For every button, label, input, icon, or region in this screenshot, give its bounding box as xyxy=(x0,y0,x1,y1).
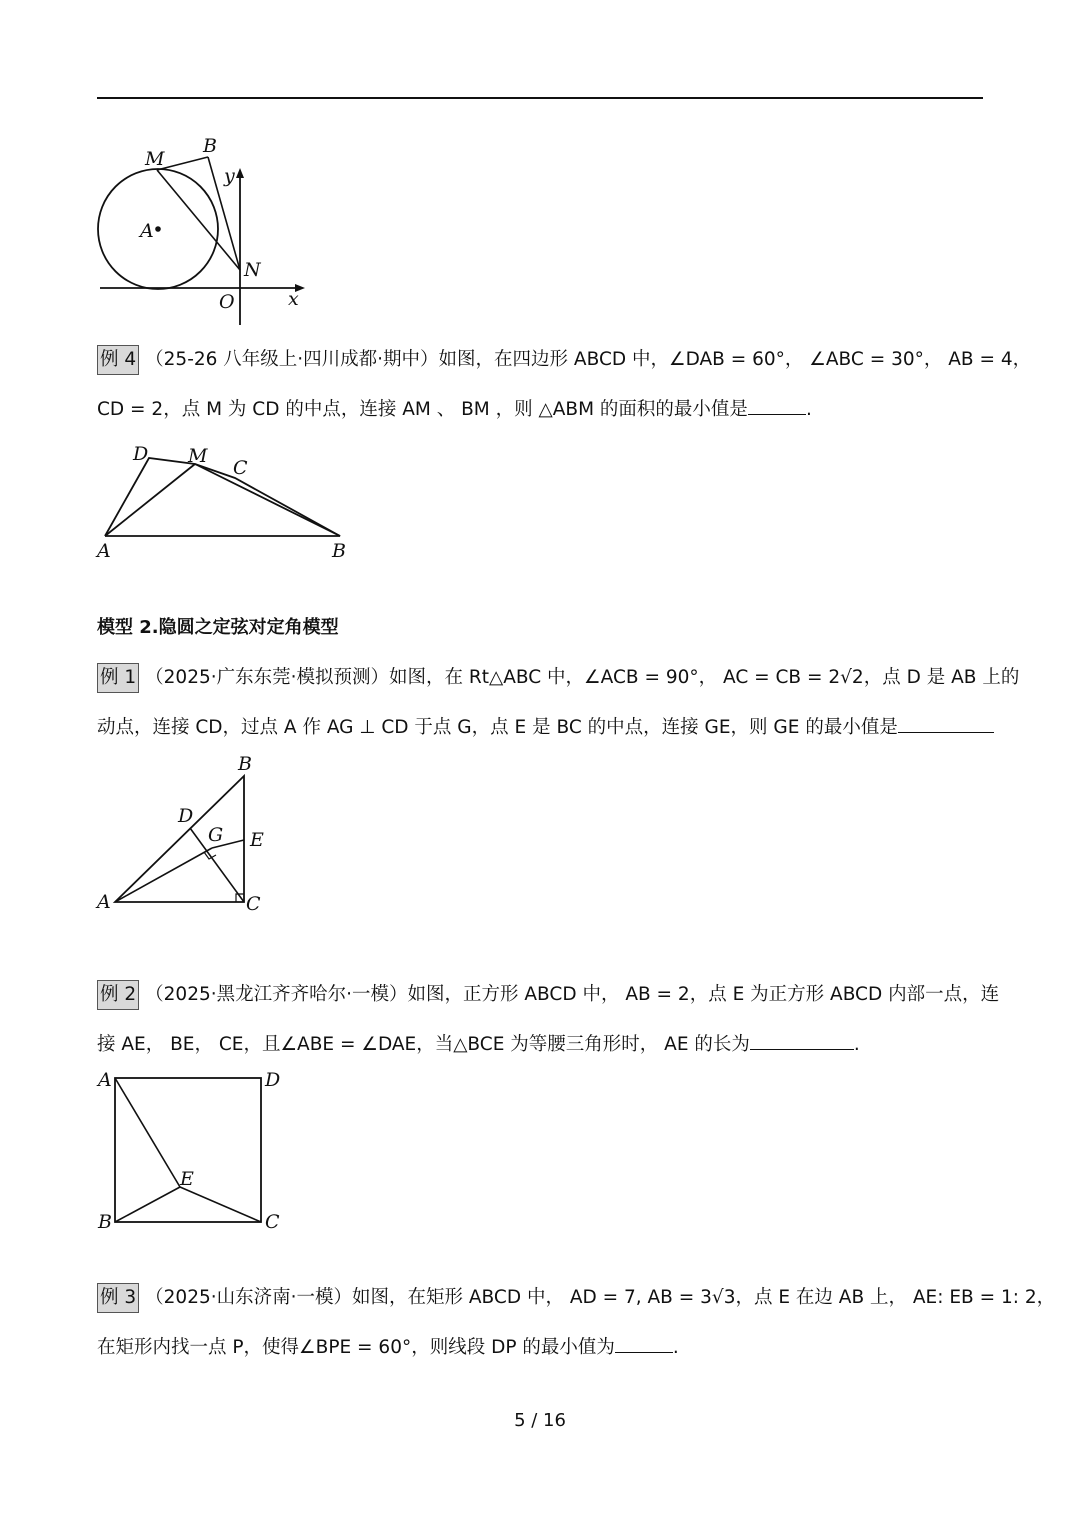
ex3-period: . xyxy=(672,1337,679,1358)
ex1-tag: 例 1 xyxy=(97,663,139,693)
fig4-label-d: D xyxy=(265,1069,281,1091)
fig3-label-g: G xyxy=(208,824,224,846)
ex3-text1: （2025·山东济南·一模）如图，在矩形 ABCD 中， AD = 7, AB = 3√3，点 E 在边 AB 上， AE: EB = 1: 2， xyxy=(145,1287,1056,1308)
ex2-line2 xyxy=(97,1031,983,1059)
ex1-text1: （2025·广东东莞·模拟预测）如图，在 Rt△ABC 中，∠ACB = 90°， AC = CB = 2√2，点 D 是 AB 上的 xyxy=(145,667,1020,688)
ex3-tag: 例 3 xyxy=(97,1283,139,1313)
fig3-label-d: D xyxy=(178,805,194,827)
fig1-label-x: x xyxy=(288,288,299,310)
ex4-tag: 例 4 xyxy=(97,345,139,375)
fig3-label-c: C xyxy=(246,893,261,915)
ex4-line1 xyxy=(97,345,1032,375)
fig4-label-b: B xyxy=(98,1211,112,1232)
fig2-label-d: D xyxy=(133,443,149,465)
fig4-label-e: E xyxy=(180,1168,194,1190)
ex2-tag: 例 2 xyxy=(97,980,139,1010)
section-heading: 模型 2.隐圆之定弦对定角模型 xyxy=(97,617,339,638)
fig3-label-a: A xyxy=(97,891,111,913)
figure-quadrilateral xyxy=(95,440,365,565)
ex4-text1: （25-26 八年级上·四川成都·期中）如图，在四边形 ABCD 中，∠DAB = 60°， ∠ABC = 30°， AB = 4， xyxy=(145,349,1032,370)
fig1-label-y: y xyxy=(224,165,235,187)
ex4-period: . xyxy=(805,399,812,420)
fig4-label-c: C xyxy=(265,1211,280,1232)
fig4-label-a: A xyxy=(98,1069,112,1091)
page-number: 5 / 16 xyxy=(514,1410,566,1431)
ex1-text2: 动点，连接 CD，过点 A 作 AG ⊥ CD 于点 G，点 E 是 BC 的中点，连接 GE，则 GE 的最小值是 xyxy=(97,717,898,738)
ex4-answer-blank[interactable] xyxy=(748,396,806,415)
ex1-line2 xyxy=(97,714,983,742)
ex3-answer-blank[interactable] xyxy=(615,1334,673,1353)
ex4-line2 xyxy=(97,396,983,424)
fig2-label-b: B xyxy=(332,540,346,562)
fig1-label-n: N xyxy=(244,259,261,281)
fig1-label-m: M xyxy=(145,148,165,170)
ex2-line1 xyxy=(97,980,1000,1010)
fig1-label-a: A xyxy=(140,220,154,242)
ex2-answer-blank[interactable] xyxy=(750,1031,854,1050)
ex3-text2: 在矩形内找一点 P，使得∠BPE = 60°，则线段 DP 的最小值为 xyxy=(97,1337,615,1358)
ex3-line1 xyxy=(97,1283,1056,1313)
fig3-label-b: B xyxy=(238,753,252,775)
figure-right-triangle xyxy=(92,752,272,917)
fig2-label-c: C xyxy=(233,457,248,479)
figure-circle-axes xyxy=(90,130,320,330)
ex3-line2 xyxy=(97,1334,983,1362)
figure-square xyxy=(92,1066,292,1232)
ex2-text1: （2025·黑龙江齐齐哈尔·一模）如图，正方形 ABCD 中， AB = 2，点 E 为正方形 ABCD 内部一点，连 xyxy=(145,984,1000,1005)
ex1-line1 xyxy=(97,663,1020,693)
ex2-period: . xyxy=(853,1034,860,1055)
ex2-text2: 接 AE， BE， CE，且∠ABE = ∠DAE，当△BCE 为等腰三角形时， AE 的长为 xyxy=(97,1034,750,1055)
fig3-label-e: E xyxy=(250,829,264,851)
fig2-label-m: M xyxy=(188,445,208,467)
fig1-label-o: O xyxy=(219,291,235,313)
ex4-text2: CD = 2，点 M 为 CD 的中点，连接 AM 、 BM ，则 △ABM 的面积的最小值是 xyxy=(97,399,748,420)
header-rule xyxy=(97,97,983,99)
fig1-label-b: B xyxy=(203,135,217,157)
ex1-answer-blank[interactable] xyxy=(898,714,994,733)
fig2-label-a: A xyxy=(97,540,111,562)
